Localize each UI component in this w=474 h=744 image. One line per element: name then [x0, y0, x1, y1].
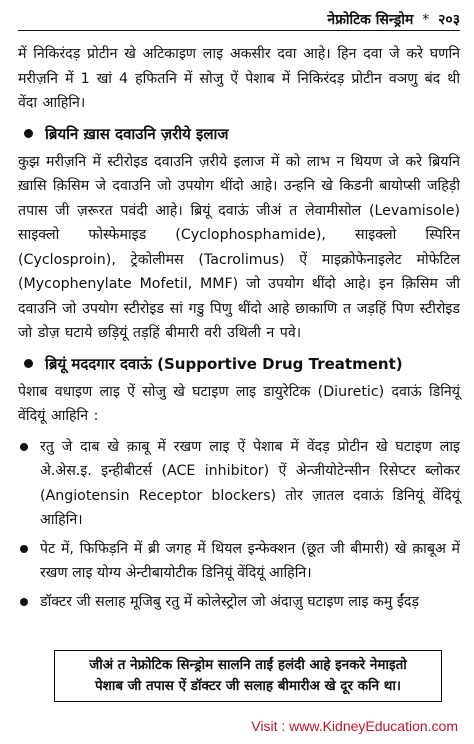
- supportive-drugs-paragraph: पेशाब वधाइण लाइ ऐं सोजु खे घटाइण लाइ डायुरेटिक (Diuretic) दवाऊं डिनियूं वेंदियूं आहिनि :: [18, 383, 460, 424]
- highlight-note-box: [54, 650, 442, 702]
- list-item: [18, 435, 460, 533]
- section-heading-special-drugs: [18, 122, 460, 146]
- bullet-icon: [20, 545, 28, 553]
- bullet-icon: [20, 443, 28, 451]
- note-line: जीअं त नेफ्रोटिक सिन्ड्रोम सालनि ताईं हलंदी आहे इनकरे नेमाइतो: [89, 657, 407, 673]
- list-item: [18, 537, 460, 586]
- header-rule: [18, 30, 460, 31]
- page-header: [327, 10, 460, 29]
- header-separator: *: [422, 12, 430, 28]
- list-item-text: रतु जे दाब खे क़ाबू में रखण लाइ ऐं पेशाब में वेंदड़ प्रोटीन खे घटाइण लाइ अे.अेस.इ. इन्हीबीटर्स (ACE inhibitor) ऐं अेन्जीयोटेन्सीन रिसेप्टर ब्लोकर (Angiotensin Receptor blockers) तोर ज़ातल दवाऊं डिनियूं वेंदियूं आहिनि।: [40, 438, 460, 528]
- section-heading-text: ब्रियनि ख़ास दवाउनि ज़रीये इलाज: [45, 124, 229, 143]
- bullet-icon: [24, 129, 33, 138]
- page-content: [18, 42, 460, 618]
- special-drugs-paragraph: कुझ मरीज़नि में स्टीरोइड दवाउनि ज़रीये इलाज में को लाभ न थियण जे करे ब्रियनि ख़ासि क़िसिम जे दवाउनि जो उपयोग थींदो आहे। उन्हनि खे किडनी बायोप्सी जहिड़ी तपास जी ज़रूरत पवंदी आहे। ब्रियूं दवाऊं जीअं त लेवामीसोल (Levamisole) साइक्लो फोस्फेमाइड (Cyclophosphamide), साइक्लो स्पिरिन (Cyclosproin), ट्रेकोलीमस (Tacrolimus) ऐं माइक्रोफेनाइलेट मोफेटिल (Mycophenylate Mofetil, MMF) जो उपयोग थींदो आहे। इन क़िसिम जी दवाउनि जो उपयोग स्टीरोइड सां गडु पिणु थींदो आहे छाकाणि त जड़हिं पिण स्टीरोइड जो डोज़ घटाये छड़ियूं तड़हिं बीमारी वरी उथिली न पवे।: [18, 153, 460, 341]
- supportive-drugs-list: [18, 435, 460, 615]
- note-line: पेशाब जी तपास ऐं डॉक्टर जी सलाह बीमारीअ खे दूर कनि था।: [94, 678, 401, 694]
- intro-paragraph: में निकिरंदड़ प्रोटीन खे अटिकाइण लाइ अकसीर दवा आहे। हिन दवा जे करे घणनि मरीज़नि में 1 खां 4 हफितनि में सोजु ऐं पेशाब में निकिरंदड़ प्रोटीन वञणु बंद थी वेंदा आहिनि।: [18, 46, 460, 111]
- list-item-text: डॉक्टर जी सलाह मूजिबु रतु में कोलेस्ट्रोल जो अंदाज़ु घटाइण लाइ कमु ईंदड़: [40, 593, 419, 610]
- section-heading-supportive-drugs: [18, 352, 460, 376]
- page-number: २०३: [438, 12, 460, 28]
- running-title: नेफ्रोटिक सिन्ड्रोम: [327, 12, 414, 28]
- list-item-text: पेट में, फिफिड़नि में ब्री जगह में थियल इन्फेक्शन (छूत जी बीमारी) खे क़ाबूअ में रखण लाइ योग्य अेन्टीबायोटीक डिनियूं वेंदियूं आहिनि।: [40, 540, 460, 581]
- section-heading-text: ब्रियूं मददगार दवाऊं (Supportive Drug Treatment): [45, 354, 403, 373]
- list-item: [18, 590, 460, 615]
- visit-website-link[interactable]: Visit : www.KidneyEducation.com: [251, 718, 458, 734]
- bullet-icon: [24, 359, 33, 368]
- bullet-icon: [20, 598, 28, 606]
